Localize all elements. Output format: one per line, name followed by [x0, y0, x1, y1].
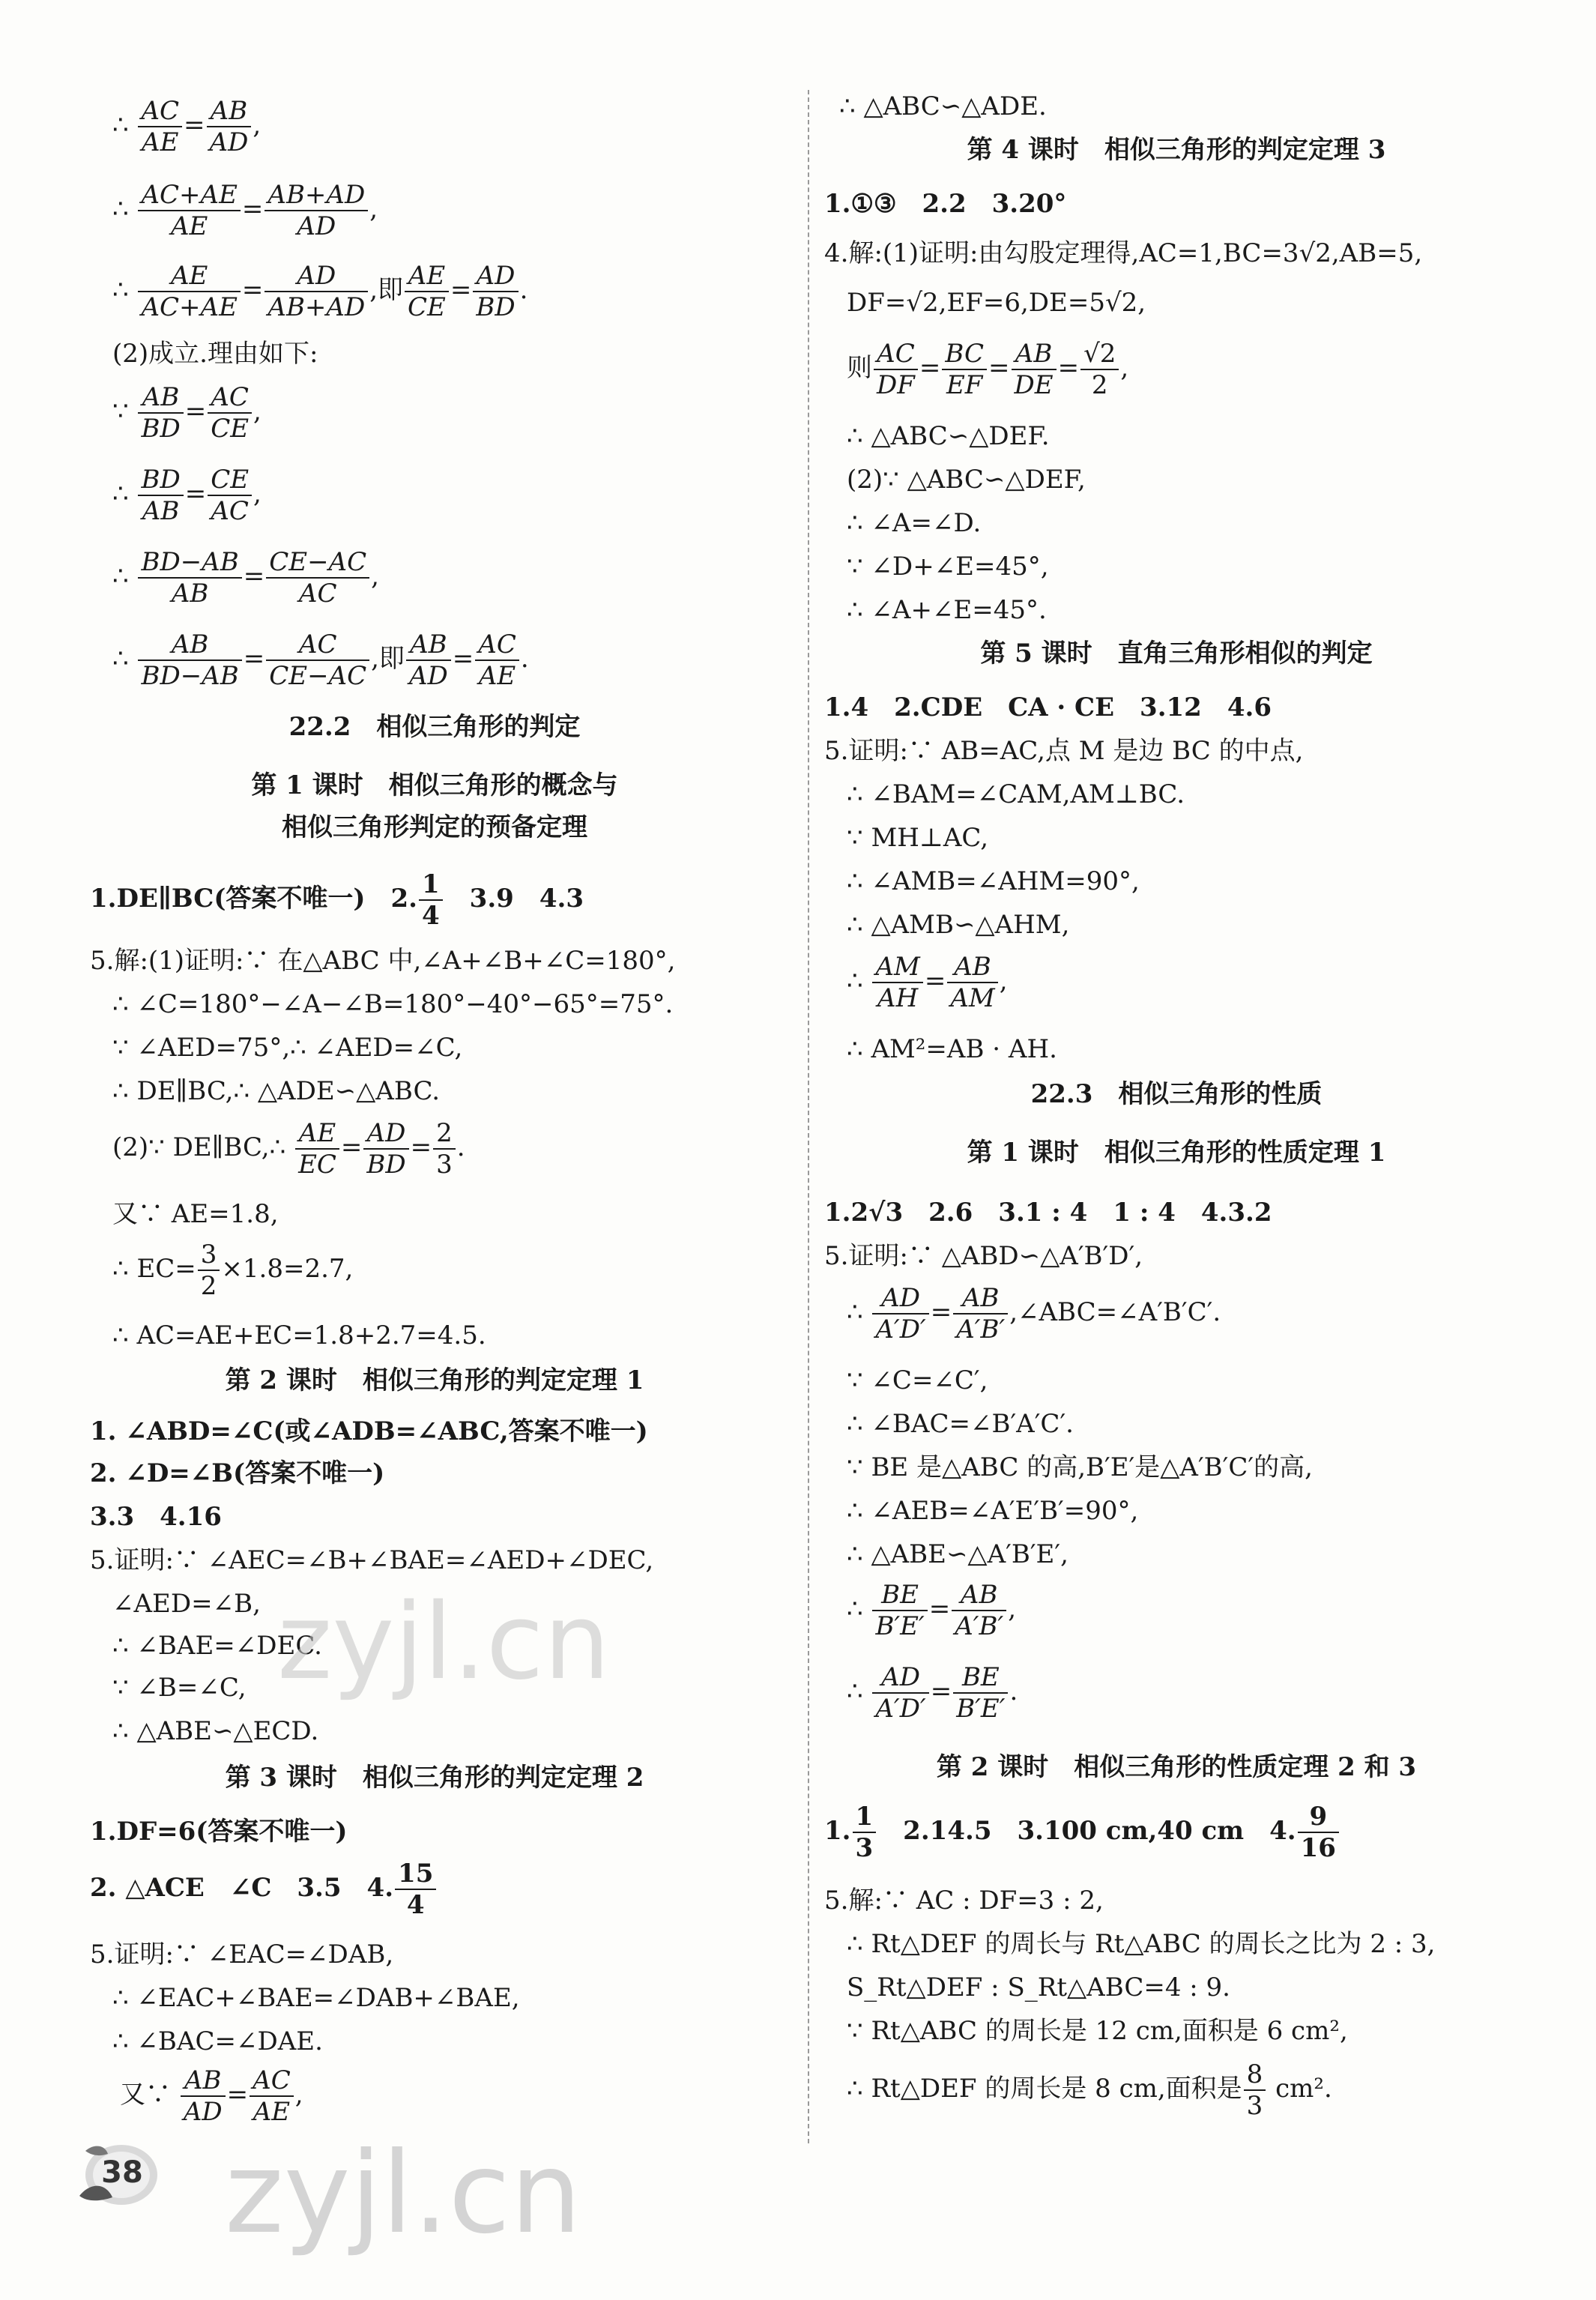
lesson4-q4-line4: ∴ △ABC∽△DEF.	[847, 421, 1050, 451]
lesson1-q5-line3: ∵ ∠AED=75°,∴ ∠AED=∠C,	[112, 1033, 463, 1063]
lesson3-q5-line4: 又∵ $\frac{AB}{AD}$ = $\frac{AC}{AE}$ ,	[120, 2065, 303, 2127]
lesson2-heading: 第 2 课时 相似三角形的判定定理 1	[225, 1365, 644, 1395]
lesson4-q4-line3: 则 $\frac{AC}{DF}$ = $\frac{BC}{EF}$ = $\frac{AB}{DE}$ = $\frac{√2}{2}$ ,	[847, 339, 1129, 400]
lesson3-q5-line2: ∴ ∠EAC+∠BAE=∠DAB+∠BAE,	[112, 1983, 520, 2013]
lesson2-q5-line2: ∠AED=∠B,	[112, 1589, 261, 1619]
property-lesson1-q5-line8: ∴ $\frac{BE}{B'E'}$ = $\frac{AB}{A'B'}$ ,	[847, 1580, 1016, 1641]
lesson5-heading: 第 5 课时 直角三角形相似的判定	[980, 639, 1373, 668]
lesson2-q1: 1. ∠ABD=∠C(或∠ADB=∠ABC,答案不唯一)	[90, 1416, 648, 1446]
lesson4-q4-line6: ∴ ∠A=∠D.	[847, 508, 982, 538]
lesson3-q1: 1.DF=6(答案不唯一)	[90, 1817, 348, 1847]
property-lesson1-q5-line6: ∴ ∠AEB=∠A′E′B′=90°,	[847, 1496, 1139, 1526]
property-lesson1-q1-q4: 1.2√3 2.6 3.1 : 4 1 : 4 4.3.2	[824, 1198, 1272, 1228]
left-line-04: (2)成立.理由如下:	[112, 339, 318, 369]
lesson1-q5-line8: ∴ AC=AE+EC=1.8+2.7=4.5.	[112, 1320, 486, 1350]
lesson3-heading: 第 3 课时 相似三角形的判定定理 2	[225, 1763, 644, 1793]
lesson3-q5-line1: 5.证明:∵ ∠EAC=∠DAB,	[90, 1940, 394, 1970]
property-lesson1-q5-line7: ∴ △ABE∽△A′B′E′,	[847, 1539, 1068, 1569]
lesson2-q2: 2. ∠D=∠B(答案不唯一)	[90, 1458, 385, 1488]
section-heading-22-3: 22.3 相似三角形的性质	[1030, 1079, 1323, 1109]
property-lesson2-q5-line2: ∴ Rt△DEF 的周长与 Rt△ABC 的周长之比为 2 : 3,	[847, 1929, 1436, 1959]
left-line-03: ∴ $\frac{AE}{AC+AE}$ = $\frac{AD}{AB+AD}$ ,即 $\frac{AE}{CE}$ = $\frac{AD}{BD}$ .	[112, 261, 528, 322]
lesson4-q4-line2: DF=√2,EF=6,DE=5√2,	[847, 288, 1146, 318]
property-lesson2-q5-line5: ∴ Rt△DEF 的周长是 8 cm,面积是 $\frac{8}{3}$ cm².	[847, 2059, 1332, 2121]
lesson5-q5-line4: ∴ ∠AMB=∠AHM=90°,	[847, 866, 1140, 896]
lesson4-q4-line8: ∴ ∠A+∠E=45°.	[847, 595, 1047, 625]
right-line-01: ∴ △ABC∽△ADE.	[839, 91, 1047, 121]
lesson2-q5-line3: ∴ ∠BAE=∠DEC.	[112, 1631, 322, 1661]
lesson1-q5-line4: ∴ DE∥BC,∴ △ADE∽△ABC.	[112, 1076, 441, 1106]
left-line-05: ∵ $\frac{AB}{BD}$ = $\frac{AC}{CE}$ ,	[112, 382, 262, 444]
lesson1-q5-line1: 5.解:(1)证明:∵ 在△ABC 中,∠A+∠B+∠C=180°,	[90, 946, 676, 976]
lesson4-q4-line7: ∵ ∠D+∠E=45°,	[847, 552, 1049, 582]
watermark-mid: zyjl.cn	[277, 1581, 611, 1703]
lesson5-q5-line3: ∵ MH⊥AC,	[847, 823, 989, 853]
lesson1-q5-line2: ∴ ∠C=180°−∠A−∠B=180°−40°−65°=75°.	[112, 989, 674, 1019]
property-lesson1-q5-line3: ∵ ∠C=∠C′,	[847, 1365, 988, 1395]
lesson5-q5-line5: ∴ △AMB∽△AHM,	[847, 910, 1070, 940]
page-number: 38	[101, 2155, 143, 2190]
property-lesson1-q5-line9: ∴ $\frac{AD}{A'D'}$ = $\frac{BE}{B'E'}$ .	[847, 1662, 1018, 1724]
lesson1-heading-line2: 相似三角形判定的预备定理	[282, 812, 587, 842]
property-lesson2-q5-line4: ∵ Rt△ABC 的周长是 12 cm,面积是 6 cm²,	[847, 2016, 1348, 2046]
lesson5-q5-line6: ∴ $\frac{AM}{AH}$ = $\frac{AB}{AM}$ ,	[847, 952, 1008, 1013]
left-line-08: ∴ $\frac{AB}{BD-AB}$ = $\frac{AC}{CE-AC}$ ,即 $\frac{AB}{AD}$ = $\frac{AC}{AE}$ .	[112, 630, 529, 691]
lesson5-q5-line2: ∴ ∠BAM=∠CAM,AM⊥BC.	[847, 779, 1185, 809]
lesson2-q5-line5: ∴ △ABE∽△ECD.	[112, 1716, 319, 1746]
column-divider	[808, 90, 809, 2143]
property-lesson1-q5-line2: ∴ $\frac{AD}{A'D'}$ = $\frac{AB}{A'B'}$ ,∠ABC=∠A′B′C′.	[847, 1283, 1221, 1344]
lesson4-q4-line5: (2)∵ △ABC∽△DEF,	[847, 465, 1086, 495]
lesson3-q5-line3: ∴ ∠BAC=∠DAE.	[112, 2026, 323, 2056]
lesson5-q5-line1: 5.证明:∵ AB=AC,点 M 是边 BC 的中点,	[824, 736, 1304, 766]
lesson1-q5-line6: 又∵ AE=1.8,	[112, 1199, 279, 1229]
lesson1-q5-line7: ∴ EC= $\frac{3}{2}$ ×1.8=2.7,	[112, 1240, 354, 1301]
property-lesson2-heading: 第 2 课时 相似三角形的性质定理 2 和 3	[936, 1752, 1417, 1782]
property-lesson1-q5-line5: ∵ BE 是△ABC 的高,B′E′是△A′B′C′的高,	[847, 1452, 1313, 1482]
property-lesson2-q5-line1: 5.解:∵ AC : DF=3 : 2,	[824, 1886, 1104, 1916]
property-lesson1-q5-line4: ∴ ∠BAC=∠B′A′C′.	[847, 1409, 1074, 1439]
lesson5-q5-line7: ∴ AM²=AB · AH.	[847, 1034, 1057, 1064]
lesson3-q2-q4: 2. △ACE ∠C 3.5 4. $\frac{15}{4}$	[90, 1859, 438, 1920]
lesson1-q5-line5: (2)∵ DE∥BC,∴ $\frac{AE}{EC}$ = $\frac{AD}{BD}$ = $\frac{2}{3}$ .	[112, 1118, 465, 1180]
lesson2-q5-line1: 5.证明:∵ ∠AEC=∠B+∠BAE=∠AED+∠DEC,	[90, 1545, 654, 1575]
watermark-bottom: zyjl.cn	[225, 2128, 582, 2259]
left-line-07: ∴ $\frac{BD-AB}{AB}$ = $\frac{CE-AC}{AC}$ ,	[112, 547, 379, 609]
lesson4-heading: 第 4 课时 相似三角形的判定定理 3	[967, 135, 1386, 165]
page-number-badge	[69, 2128, 174, 2218]
left-line-06: ∴ $\frac{BD}{AB}$ = $\frac{CE}{AC}$ ,	[112, 465, 262, 526]
lesson4-q1-q3: 1.①③ 2.2 3.20°	[824, 189, 1067, 219]
lesson1-answers-1-4: 1.DE∥BC(答案不唯一) 2. $\frac{1}{4}$ 3.9 4.3	[90, 869, 584, 931]
property-lesson2-q1-q4: 1. $\frac{1}{3}$ 2.14.5 3.100 cm,40 cm 4. $\frac{9}{16}$	[824, 1802, 1340, 1863]
lesson2-q5-line4: ∵ ∠B=∠C,	[112, 1673, 247, 1703]
lesson1-heading-line1: 第 1 课时 相似三角形的概念与	[251, 770, 618, 800]
left-line-01: ∴ $\frac{AC}{AE}$ = $\frac{AB}{AD}$ ,	[112, 96, 262, 157]
lesson2-q3-q4: 3.3 4.16	[90, 1502, 222, 1532]
section-heading-22-2: 22.2 相似三角形的判定	[288, 712, 581, 742]
property-lesson1-heading: 第 1 课时 相似三角形的性质定理 1	[967, 1138, 1386, 1168]
property-lesson2-q5-line3: S_Rt△DEF : S_Rt△ABC=4 : 9.	[847, 1972, 1230, 2002]
lesson5-q1-q4: 1.4 2.CDE CA · CE 3.12 4.6	[824, 692, 1272, 722]
property-lesson1-q5-line1: 5.证明:∵ △ABD∽△A′B′D′,	[824, 1241, 1143, 1271]
lesson4-q4-line1: 4.解:(1)证明:由勾股定理得,AC=1,BC=3√2,AB=5,	[824, 238, 1423, 268]
left-line-02: ∴ $\frac{AC+AE}{AE}$ = $\frac{AB+AD}{AD}$ ,	[112, 180, 378, 241]
